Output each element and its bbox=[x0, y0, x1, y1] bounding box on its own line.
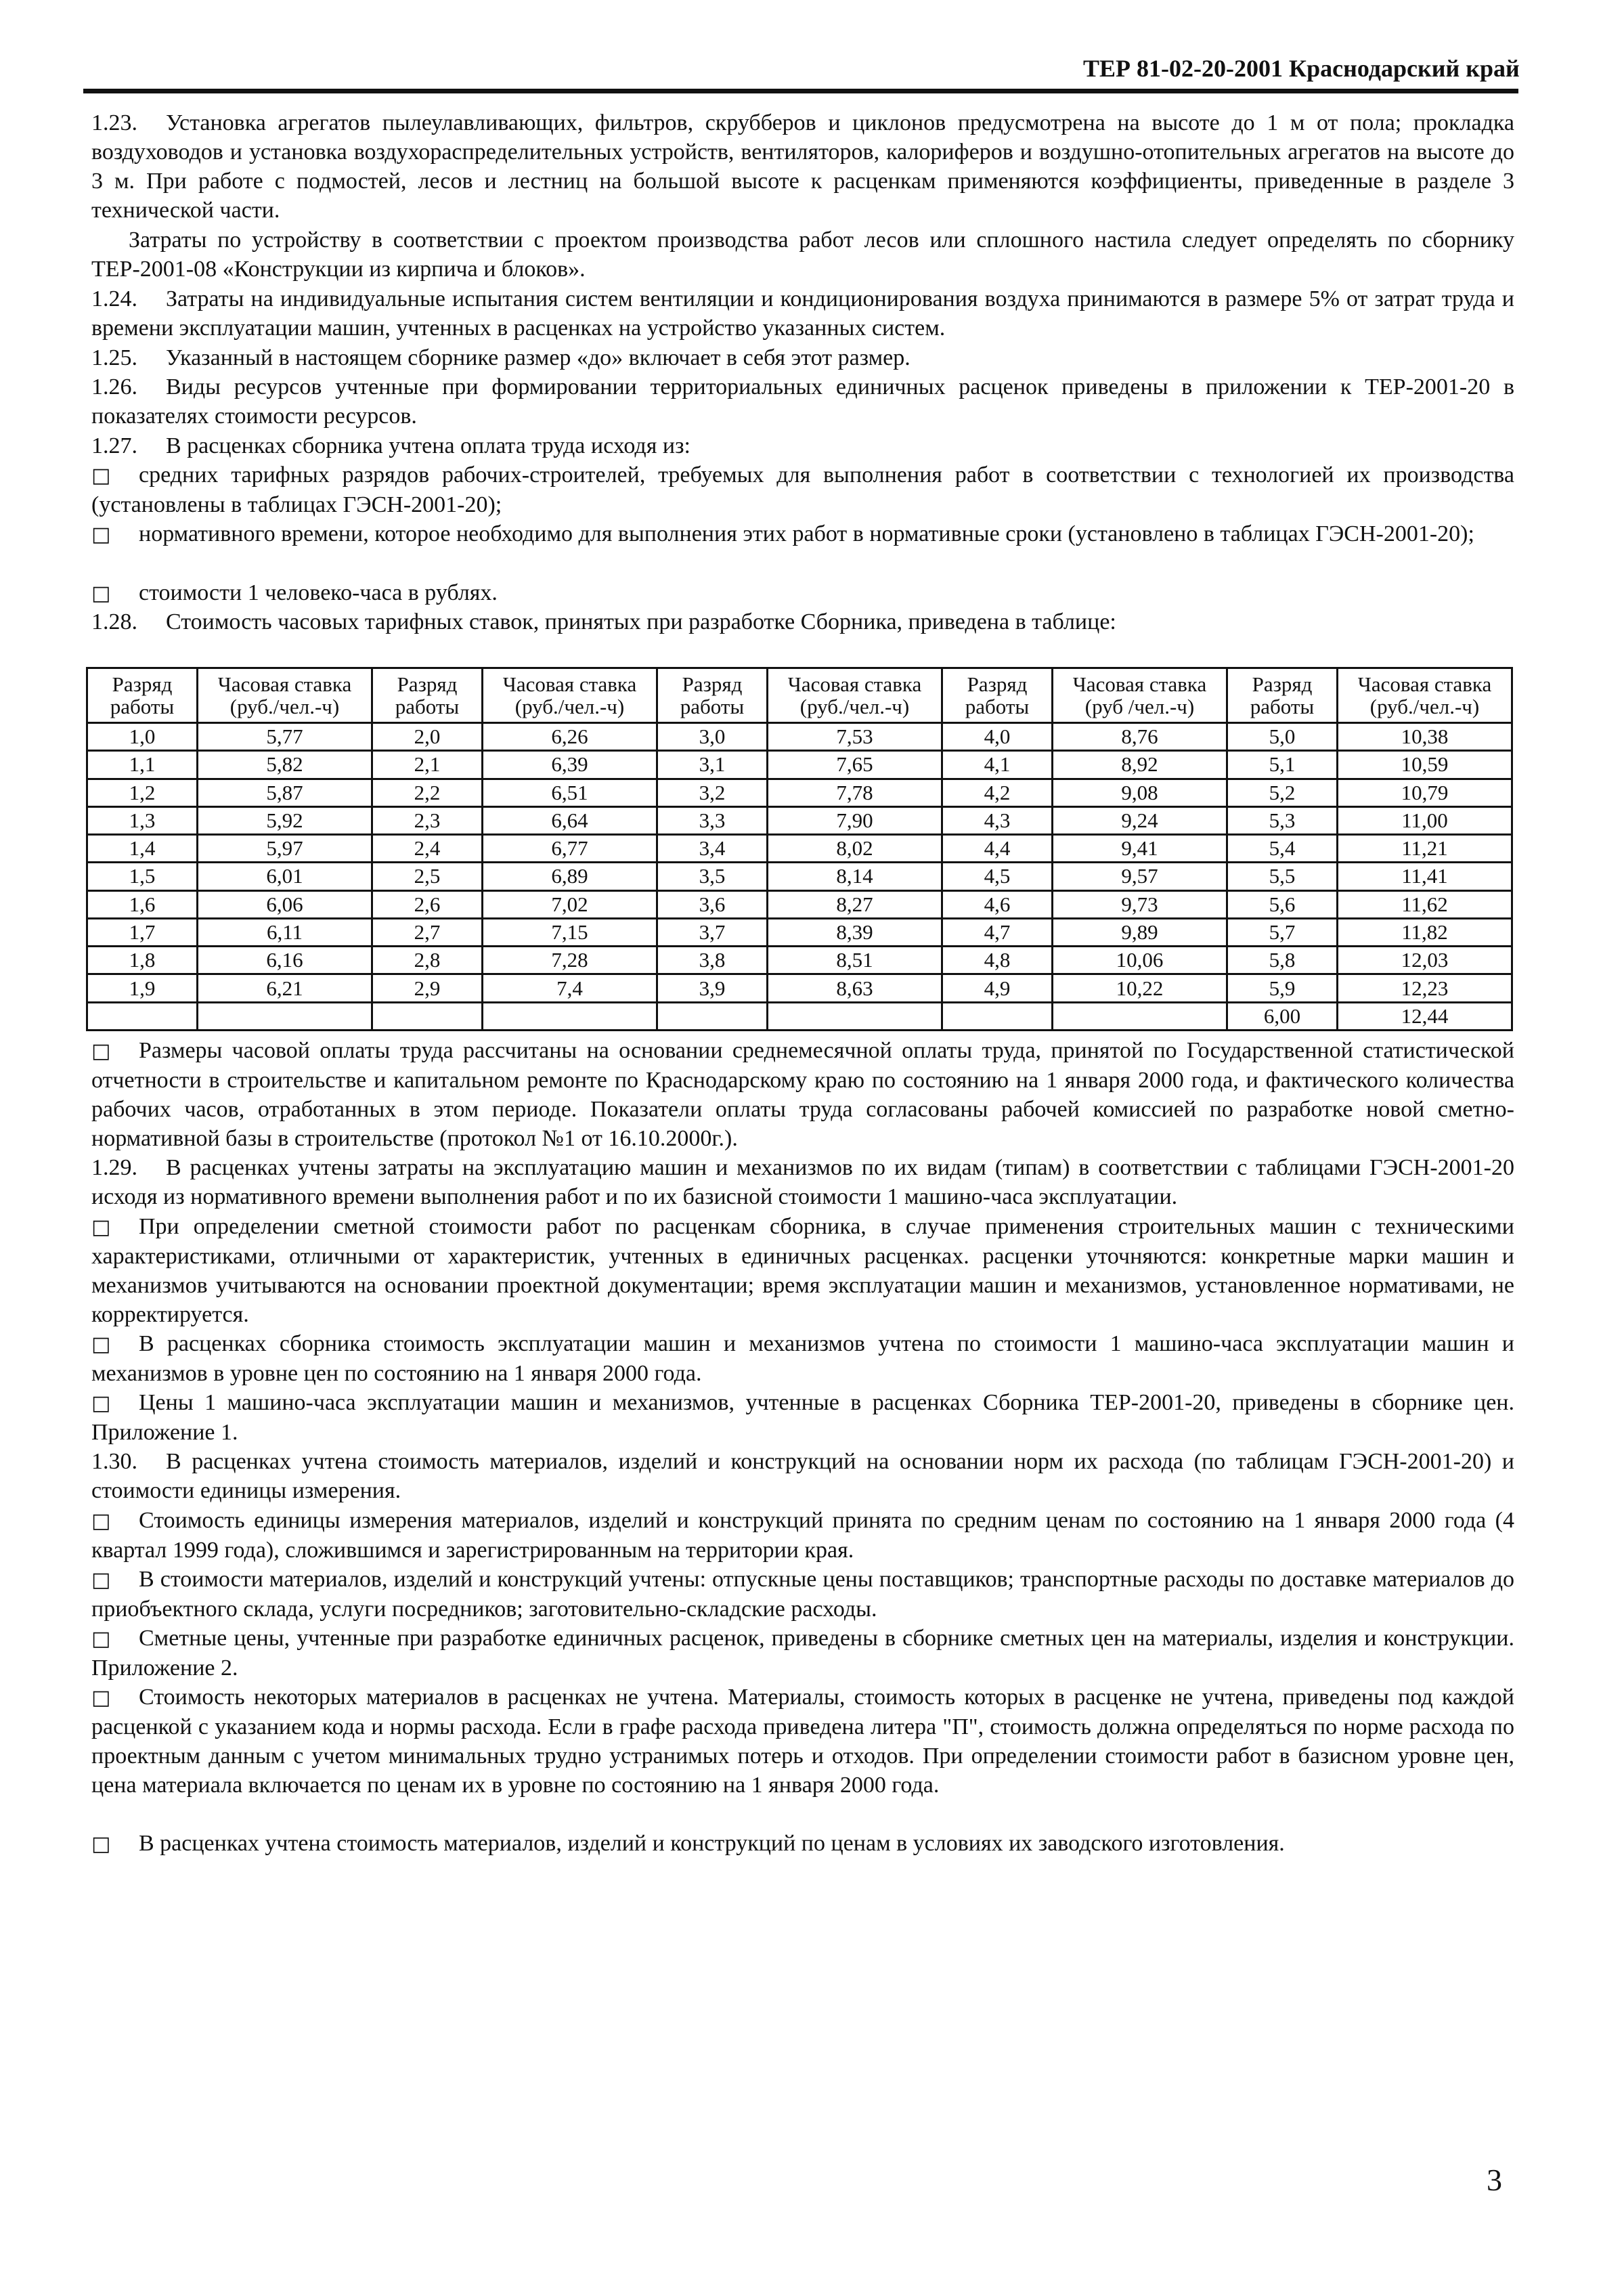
rate-cell: 6,21 bbox=[198, 974, 372, 1002]
paragraph-text: Указанный в настоящем сборнике размер «до» включает в себя этот размер. bbox=[166, 345, 910, 370]
column-header-rate: Часовая ставка (руб./чел.-ч) bbox=[1338, 668, 1512, 723]
rank-cell: 3,0 bbox=[657, 723, 768, 751]
rank-cell: 4,2 bbox=[942, 779, 1053, 806]
bullet-item bbox=[91, 1212, 1514, 1329]
column-header-rank: Разряд работы bbox=[942, 668, 1053, 723]
column-header-rate: Часовая ставка (руб /чел.-ч) bbox=[1053, 668, 1227, 723]
rate-cell: 8,39 bbox=[768, 918, 942, 946]
rate-cell: 6,77 bbox=[483, 835, 657, 863]
rate-cell: 6,06 bbox=[198, 890, 372, 918]
rank-cell: 1,3 bbox=[87, 806, 198, 834]
table-row bbox=[87, 918, 1512, 946]
rank-cell: 5,7 bbox=[1227, 918, 1338, 946]
rank-cell: 1,1 bbox=[87, 751, 198, 779]
rate-cell: 9,08 bbox=[1053, 779, 1227, 806]
page-number: 3 bbox=[1487, 2163, 1502, 2197]
rank-cell: 5,2 bbox=[1227, 779, 1338, 806]
rank-cell: 4,3 bbox=[942, 806, 1053, 834]
rank-cell bbox=[372, 1002, 483, 1030]
bullet-text: Стоимость единицы измерения материалов, изделий и конструкций принята по средним ценам по состоянию на 1 января 2000 года (4 квартал 1999 года), сложившимся и зарегистрированным на территории края. bbox=[91, 1508, 1514, 1563]
bullet-text: Стоимость некоторых материалов в расценках не учтена. Материалы, стоимость которых в расценке не учтена, приведены под каждой расценкой с указанием кода и нормы расхода. Если в графе расхода приведена литера "П", стоимость должна определяться по норме расхода по проектным данным с учетом минимальных трудно устранимых потерь и отходов. При определении стоимости работ в базисном уровне цен, цена материала включается по ценам их в уровне по состоянию на 1 января 2000 года. bbox=[91, 1685, 1514, 1798]
rank-cell: 2,4 bbox=[372, 835, 483, 863]
bullet-item bbox=[91, 460, 1514, 519]
rate-cell: 6,64 bbox=[483, 806, 657, 834]
rate-cell: 9,57 bbox=[1053, 863, 1227, 890]
rank-cell: 1,0 bbox=[87, 723, 198, 751]
rank-cell: 3,7 bbox=[657, 918, 768, 946]
rate-cell: 11,00 bbox=[1338, 806, 1512, 834]
bullet-text: При определении сметной стоимости работ по расценкам сборника, в случае применения строительных машин с техническими характеристиками, отличными от характеристик, учтенных в единичных расценках. расценки уточняются: конкретные марки машин и механизмов учитываются на основании проектной документации; время эксплуатации машин и механизмов, установленное нормативами, не корректируется. bbox=[91, 1214, 1514, 1327]
rank-cell: 6,00 bbox=[1227, 1002, 1338, 1030]
paragraph-number: 1.29. bbox=[91, 1155, 137, 1180]
rank-cell: 5,6 bbox=[1227, 890, 1338, 918]
rank-cell: 1,8 bbox=[87, 947, 198, 974]
rate-cell: 10,79 bbox=[1338, 779, 1512, 806]
rate-cell: 7,53 bbox=[768, 723, 942, 751]
paragraph-1-23 bbox=[91, 108, 1514, 225]
rank-cell bbox=[657, 1002, 768, 1030]
bullet-text: В расценках сборника стоимость эксплуатации машин и механизмов учтена по стоимости 1 машино-часа эксплуатации машин и механизмов в уровне цен по состоянию на 1 января 2000 года. bbox=[91, 1331, 1514, 1386]
rate-cell: 5,92 bbox=[198, 806, 372, 834]
rate-cell: 7,90 bbox=[768, 806, 942, 834]
rank-cell: 1,6 bbox=[87, 890, 198, 918]
bullet-icon: □ bbox=[91, 1686, 111, 1710]
bullet-item bbox=[91, 1624, 1514, 1683]
paragraph-number: 1.26. bbox=[91, 374, 137, 399]
bullet-icon: □ bbox=[91, 582, 111, 605]
rate-cell: 7,65 bbox=[768, 751, 942, 779]
paragraph-1-30 bbox=[91, 1447, 1514, 1505]
rank-cell: 2,6 bbox=[372, 890, 483, 918]
rank-cell: 4,7 bbox=[942, 918, 1053, 946]
rank-cell: 3,5 bbox=[657, 863, 768, 890]
hourly-rates-table bbox=[86, 667, 1513, 1031]
bullet-text: нормативного времени, которое необходимо для выполнения этих работ в нормативные сроки (установлено в таблицах ГЭСН-2001-20); bbox=[139, 521, 1474, 546]
paragraph-1-26 bbox=[91, 372, 1514, 431]
rate-cell: 8,51 bbox=[768, 947, 942, 974]
column-header-rate: Часовая ставка (руб./чел.-ч) bbox=[768, 668, 942, 723]
page-header: ТЕР 81-02-20-2001 Краснодарский край bbox=[1083, 55, 1520, 82]
bullet-icon: □ bbox=[91, 1832, 111, 1856]
rate-cell: 11,62 bbox=[1338, 890, 1512, 918]
rate-cell: 10,59 bbox=[1338, 751, 1512, 779]
rate-cell: 6,26 bbox=[483, 723, 657, 751]
rate-cell: 8,27 bbox=[768, 890, 942, 918]
rate-cell: 12,03 bbox=[1338, 947, 1512, 974]
rank-cell: 1,7 bbox=[87, 918, 198, 946]
rank-cell: 5,4 bbox=[1227, 835, 1338, 863]
rate-cell bbox=[1053, 1002, 1227, 1030]
rate-cell: 8,63 bbox=[768, 974, 942, 1002]
table-row bbox=[87, 806, 1512, 834]
bullet-icon: □ bbox=[91, 1509, 111, 1533]
bullet-text: Размеры часовой оплаты труда рассчитаны на основании среднемесячной оплаты труда, принятой по Государственной статистической отчетности в строительстве и капитальном ремонте по Краснодарскому краю по состоянию на 1 января 2000 года, и фактического количества рабочих часов, отработанных в этом периоде. Показатели оплаты труда согласованы рабочей комиссией по разработке новой сметно-нормативной базы в строительстве (протокол №1 от 16.10.2000г.). bbox=[91, 1038, 1514, 1151]
rate-cell: 6,89 bbox=[483, 863, 657, 890]
rate-cell: 6,39 bbox=[483, 751, 657, 779]
rate-cell bbox=[198, 1002, 372, 1030]
rank-cell: 5,1 bbox=[1227, 751, 1338, 779]
rate-cell: 11,82 bbox=[1338, 918, 1512, 946]
paragraph-text: Стоимость часовых тарифных ставок, принятых при разработке Сборника, приведена в таблице: bbox=[166, 609, 1116, 634]
rank-cell: 2,1 bbox=[372, 751, 483, 779]
rank-cell: 2,8 bbox=[372, 947, 483, 974]
rank-cell: 2,9 bbox=[372, 974, 483, 1002]
bullet-text: стоимости 1 человеко-часа в рублях. bbox=[139, 580, 498, 605]
rank-cell: 5,0 bbox=[1227, 723, 1338, 751]
rank-cell: 3,1 bbox=[657, 751, 768, 779]
rank-cell: 3,6 bbox=[657, 890, 768, 918]
paragraph-1-24 bbox=[91, 284, 1514, 343]
rank-cell: 2,2 bbox=[372, 779, 483, 806]
table-row bbox=[87, 947, 1512, 974]
bullet-icon: □ bbox=[91, 1391, 111, 1415]
paragraph-number: 1.30. bbox=[91, 1449, 137, 1474]
bullet-icon: □ bbox=[91, 1333, 111, 1356]
rate-cell: 7,02 bbox=[483, 890, 657, 918]
header-rule bbox=[83, 89, 1518, 93]
table-body bbox=[87, 723, 1512, 1031]
bullet-icon: □ bbox=[91, 1627, 111, 1651]
paragraph-number: 1.28. bbox=[91, 609, 137, 634]
rank-cell: 3,2 bbox=[657, 779, 768, 806]
column-header-rate: Часовая ставка (руб./чел.-ч) bbox=[198, 668, 372, 723]
rate-cell: 6,51 bbox=[483, 779, 657, 806]
rate-cell: 5,97 bbox=[198, 835, 372, 863]
bullet-text: средних тарифных разрядов рабочих-строителей, требуемых для выполнения работ в соответствии с технологией их производства (установлены в таблицах ГЭСН-2001-20); bbox=[91, 462, 1514, 517]
column-header-rank: Разряд работы bbox=[87, 668, 198, 723]
paragraph-1-29 bbox=[91, 1153, 1514, 1211]
bullet-icon: □ bbox=[91, 1568, 111, 1592]
rank-cell: 1,5 bbox=[87, 863, 198, 890]
rate-cell: 8,92 bbox=[1053, 751, 1227, 779]
paragraph-1-28 bbox=[91, 607, 1514, 636]
column-header-rank: Разряд работы bbox=[372, 668, 483, 723]
bullet-text: Цены 1 машино-часа эксплуатации машин и механизмов, учтенные в расценках Сборника ТЕР-2001-20, приведены в сборнике цен. Приложение 1. bbox=[91, 1390, 1514, 1445]
paragraph-text: В расценках учтены затраты на эксплуатацию машин и механизмов по их видам (типам) в соответствии с таблицами ГЭСН-2001-20 исходя из нормативного времени выполнения работ и по их базисной стоимости 1 машино-часа эксплуатации. bbox=[91, 1155, 1514, 1209]
rate-cell: 8,02 bbox=[768, 835, 942, 863]
paragraph-text: Виды ресурсов учтенные при формировании территориальных единичных расценок приведены в приложении к ТЕР-2001-20 в показателях стоимости ресурсов. bbox=[91, 374, 1514, 429]
rate-cell: 10,06 bbox=[1053, 947, 1227, 974]
bullet-icon: □ bbox=[91, 1215, 111, 1239]
rate-cell: 5,82 bbox=[198, 751, 372, 779]
rate-cell: 12,23 bbox=[1338, 974, 1512, 1002]
table-row bbox=[87, 751, 1512, 779]
column-header-rank: Разряд работы bbox=[1227, 668, 1338, 723]
rate-cell: 11,21 bbox=[1338, 835, 1512, 863]
bullet-item bbox=[91, 519, 1514, 549]
table-row bbox=[87, 1002, 1512, 1030]
bullet-item bbox=[91, 1829, 1514, 1859]
rate-cell: 9,24 bbox=[1053, 806, 1227, 834]
rate-cell: 9,73 bbox=[1053, 890, 1227, 918]
rank-cell: 4,1 bbox=[942, 751, 1053, 779]
bullet-icon: □ bbox=[91, 1039, 111, 1063]
rank-cell: 1,4 bbox=[87, 835, 198, 863]
rank-cell bbox=[942, 1002, 1053, 1030]
bullet-icon: □ bbox=[91, 464, 111, 488]
rate-cell: 7,78 bbox=[768, 779, 942, 806]
bullet-item bbox=[91, 1506, 1514, 1565]
paragraph-1-25 bbox=[91, 343, 1514, 372]
paragraph-scaffolding bbox=[91, 225, 1514, 284]
rank-cell: 4,4 bbox=[942, 835, 1053, 863]
column-header-rate: Часовая ставка (руб./чел.-ч) bbox=[483, 668, 657, 723]
rate-cell bbox=[768, 1002, 942, 1030]
rank-cell: 4,6 bbox=[942, 890, 1053, 918]
bullet-text: В расценках учтена стоимость материалов, изделий и конструкций по ценам в условиях их заводского изготовления. bbox=[139, 1831, 1285, 1856]
paragraph-text: Затраты по устройству в соответствии с проектом производства работ лесов или сплошного настила следует определять по сборнику ТЕР-2001-08 «Конструкции из кирпича и блоков». bbox=[91, 228, 1514, 282]
rate-cell: 12,44 bbox=[1338, 1002, 1512, 1030]
bullet-item bbox=[91, 1388, 1514, 1447]
bullet-item bbox=[91, 1565, 1514, 1624]
rate-cell bbox=[483, 1002, 657, 1030]
bullet-item bbox=[91, 1329, 1514, 1388]
paragraph-text: Затраты на индивидуальные испытания систем вентиляции и кондиционирования воздуха принимаются в размере 5% от затрат труда и времени эксплуатации машин, учтенных в расценках на устройство указанных систем. bbox=[91, 286, 1514, 341]
bullet-item bbox=[91, 578, 1514, 608]
rate-cell: 7,28 bbox=[483, 947, 657, 974]
rank-cell: 4,0 bbox=[942, 723, 1053, 751]
rate-cell: 9,89 bbox=[1053, 918, 1227, 946]
bullet-item bbox=[91, 1683, 1514, 1800]
rank-cell: 2,3 bbox=[372, 806, 483, 834]
paragraph-text: В расценках сборника учтена оплата труда исходя из: bbox=[166, 433, 690, 458]
paragraph-text: В расценках учтена стоимость материалов, изделий и конструкций на основании норм их расхода (по таблицам ГЭСН-2001-20) и стоимости единицы измерения. bbox=[91, 1449, 1514, 1503]
rank-cell: 2,5 bbox=[372, 863, 483, 890]
column-header-rank: Разряд работы bbox=[657, 668, 768, 723]
rank-cell bbox=[87, 1002, 198, 1030]
rate-cell: 10,38 bbox=[1338, 723, 1512, 751]
rank-cell: 2,7 bbox=[372, 918, 483, 946]
table-row bbox=[87, 974, 1512, 1002]
bullet-text: В стоимости материалов, изделий и конструкций учтены: отпускные цены поставщиков; транспортные расходы по доставке материалов до приобъектного склада, услуги посредников; заготовительно-складские расходы. bbox=[91, 1567, 1514, 1622]
bullet-item bbox=[91, 1036, 1514, 1153]
rank-cell: 5,9 bbox=[1227, 974, 1338, 1002]
paragraph-number: 1.25. bbox=[91, 345, 137, 370]
rank-cell: 1,2 bbox=[87, 779, 198, 806]
rank-cell: 3,4 bbox=[657, 835, 768, 863]
rate-cell: 11,41 bbox=[1338, 863, 1512, 890]
table-header-row bbox=[87, 668, 1512, 723]
rank-cell: 3,9 bbox=[657, 974, 768, 1002]
paragraph-number: 1.27. bbox=[91, 433, 137, 458]
table-row bbox=[87, 890, 1512, 918]
rank-cell: 2,0 bbox=[372, 723, 483, 751]
rank-cell: 3,3 bbox=[657, 806, 768, 834]
rate-cell: 8,76 bbox=[1053, 723, 1227, 751]
rank-cell: 5,5 bbox=[1227, 863, 1338, 890]
table-row bbox=[87, 835, 1512, 863]
rank-cell: 4,8 bbox=[942, 947, 1053, 974]
table-row bbox=[87, 863, 1512, 890]
rate-cell: 5,77 bbox=[198, 723, 372, 751]
rate-cell: 9,41 bbox=[1053, 835, 1227, 863]
rate-cell: 6,11 bbox=[198, 918, 372, 946]
rate-cell: 6,16 bbox=[198, 947, 372, 974]
rate-cell: 5,87 bbox=[198, 779, 372, 806]
table-row bbox=[87, 723, 1512, 751]
paragraph-1-27 bbox=[91, 431, 1514, 460]
rate-cell: 8,14 bbox=[768, 863, 942, 890]
bullet-icon: □ bbox=[91, 523, 111, 546]
table-row bbox=[87, 779, 1512, 806]
bullet-text: Сметные цены, учтенные при разработке единичных расценок, приведены в сборнике сметных цен на материалы, изделия и конструкции. Приложение 2. bbox=[91, 1626, 1514, 1681]
rank-cell: 5,3 bbox=[1227, 806, 1338, 834]
rate-cell: 10,22 bbox=[1053, 974, 1227, 1002]
paragraph-number: 1.23. bbox=[91, 110, 137, 135]
rank-cell: 5,8 bbox=[1227, 947, 1338, 974]
rate-cell: 7,15 bbox=[483, 918, 657, 946]
rate-cell: 7,4 bbox=[483, 974, 657, 1002]
rank-cell: 3,8 bbox=[657, 947, 768, 974]
rank-cell: 4,5 bbox=[942, 863, 1053, 890]
rate-cell: 6,01 bbox=[198, 863, 372, 890]
rank-cell: 1,9 bbox=[87, 974, 198, 1002]
paragraph-number: 1.24. bbox=[91, 286, 137, 311]
rank-cell: 4,9 bbox=[942, 974, 1053, 1002]
paragraph-text: Установка агрегатов пылеулавливающих, фильтров, скрубберов и циклонов предусмотрена на высоте до 1 м от пола; прокладка воздуховодов и установка воздухораспределительных устройств, вентиляторов, калориферов и воздушно-отопительных агрегатов на высоте до 3 м. При работе с подмостей, лесов и лестниц на большой высоте к расценкам применяются коэффициенты, приведенные в разделе 3 технической части. bbox=[91, 110, 1514, 223]
